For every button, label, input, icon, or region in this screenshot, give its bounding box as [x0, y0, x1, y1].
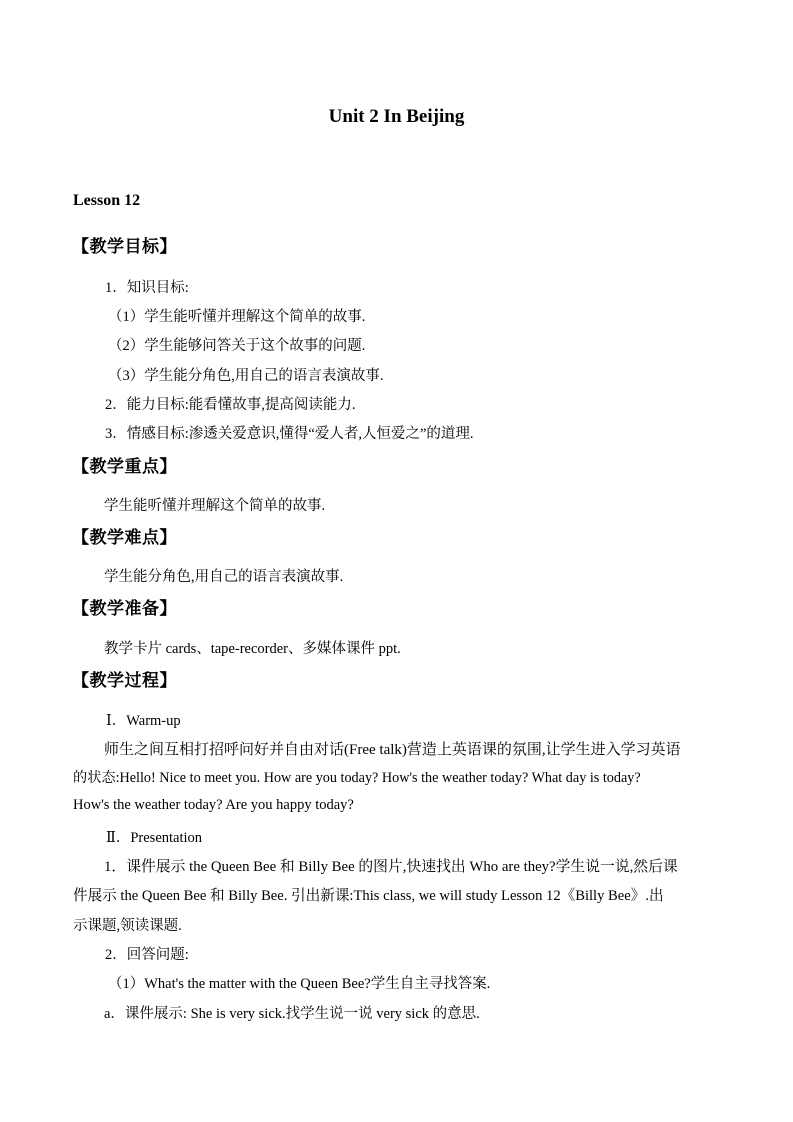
process-line: a．课件展示: She is very sick.找学生说一说 very sick 的意思. — [104, 1006, 480, 1022]
process-line: 2．回答问题: — [105, 947, 189, 963]
heading-process: 【教学过程】 — [72, 671, 177, 691]
process-line: How's the weather today? Are you happy today? — [73, 797, 354, 813]
heading-preparation: 【教学准备】 — [72, 599, 177, 619]
heading-teaching-goals: 【教学目标】 — [72, 237, 177, 257]
goal-line: 2．能力目标:能看懂故事,提高阅读能力. — [105, 397, 356, 413]
goal-line: （1）学生能听懂并理解这个简单的故事. — [108, 309, 366, 325]
process-line: Ⅱ．Presentation — [106, 830, 203, 846]
lesson-label: Lesson 12 — [73, 192, 141, 209]
process-line: （1）What's the matter with the Queen Bee?学生自主寻找答案. — [108, 976, 491, 992]
process-line: 师生之间互相打招呼问好并自由对话(Free talk)营造上英语课的氛围,让学生进入学习英语 — [104, 742, 681, 758]
process-line: Ⅰ．Warm-up — [106, 713, 181, 729]
process-line: 件展示 the Queen Bee 和 Billy Bee. 引出新课:This class, we will study Lesson 12《Billy Bee》.出 — [73, 888, 664, 904]
heading-key-points: 【教学重点】 — [72, 457, 177, 477]
difficulties-text: 学生能分角色,用自己的语言表演故事. — [104, 569, 344, 585]
document-title: Unit 2 In Beijing — [328, 106, 465, 127]
preparation-text: 教学卡片 cards、tape-recorder、多媒体课件 ppt. — [104, 641, 401, 657]
goal-line: （2）学生能够问答关于这个故事的问题. — [108, 338, 366, 354]
key-points-text: 学生能听懂并理解这个简单的故事. — [104, 498, 326, 514]
goal-line: 1．知识目标: — [105, 280, 189, 296]
goal-line: （3）学生能分角色,用自己的语言表演故事. — [108, 368, 384, 384]
process-line: 的状态:Hello! Nice to meet you. How are you today? How's the weather today? What day is today? — [73, 770, 641, 786]
goal-line: 3．情感目标:渗透关爱意识,懂得“爱人者,人恒爱之”的道理. — [105, 426, 474, 442]
process-line: 示课题,领读课题. — [73, 918, 182, 934]
process-line: 1．课件展示 the Queen Bee 和 Billy Bee 的图片,快速找出 Who are they?学生说一说,然后课 — [104, 859, 678, 875]
heading-difficulties: 【教学难点】 — [72, 528, 177, 548]
